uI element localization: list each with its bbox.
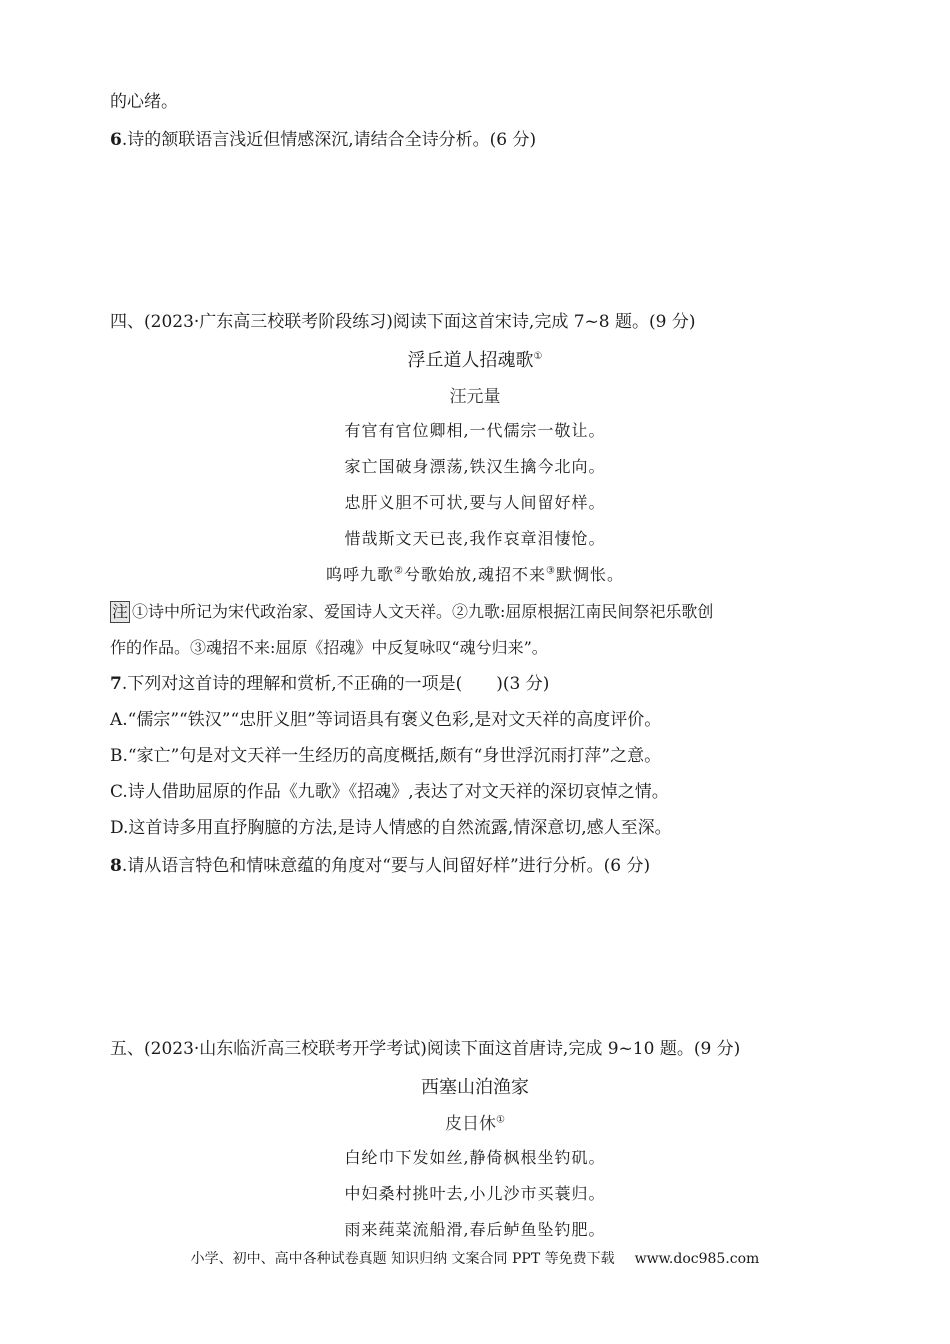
question-6 bbox=[110, 128, 536, 152]
section-4-heading: 四、(2023·广东高三校联考阶段练习)阅读下面这首宋诗,完成 7~8 题。(9 分) bbox=[110, 312, 696, 332]
question-7 bbox=[110, 672, 549, 696]
poem-4-line-2: 家亡国破身漂荡,铁汉生擒今北向。 bbox=[344, 457, 606, 476]
poem-4-line-1: 有官有官位卿相,一代儒宗一敬让。 bbox=[344, 421, 606, 440]
footer-text: 小学、初中、高中各种试卷真题 知识归纳 文案合同 PPT 等免费下载 bbox=[190, 1251, 615, 1267]
question-7-text-b: )(3 分) bbox=[496, 674, 550, 694]
poem-4-note-line-2: 作的作品。③魂招不来:屈原《招魂》中反复咏叹“魂兮归来”。 bbox=[110, 638, 548, 657]
poem-5-line-1: 白纶巾下发如丝,静倚枫根坐钓矶。 bbox=[344, 1148, 606, 1167]
poem-4-line-5-part-a: 呜呼九歌 bbox=[325, 565, 394, 584]
page-footer bbox=[0, 1248, 950, 1268]
poem-4-title bbox=[0, 346, 950, 372]
poem-5-title: 西塞山泊渔家 bbox=[421, 1077, 529, 1098]
poem-4-line-5 bbox=[0, 562, 950, 585]
footer-url-link[interactable]: www.doc985.com bbox=[634, 1251, 760, 1267]
option-a: A.“儒宗”“铁汉”“忠肝义胆”等词语具有褒义色彩,是对文天祥的高度评价。 bbox=[110, 710, 662, 730]
poem-5-author-footnote-mark: ① bbox=[496, 1114, 505, 1126]
question-6-text: .诗的颔联语言浅近但情感深沉,请结合全诗分析。(6 分) bbox=[121, 130, 537, 150]
poem-4-line-4: 惜哉斯文天已丧,我作哀章泪悽怆。 bbox=[344, 529, 606, 548]
poem-4-title-text: 浮丘道人招魂歌 bbox=[407, 350, 534, 371]
question-7-text-a: .下列对这首诗的理解和赏析,不正确的一项是( bbox=[121, 674, 463, 694]
poem-4-line-5-part-b: 兮歌始放,魂招不来 bbox=[403, 565, 547, 584]
option-d: D.这首诗多用直抒胸臆的方法,是诗人情感的自然流露,情深意切,感人至深。 bbox=[110, 818, 672, 838]
poem-4-line-5-part-c: 默惆怅。 bbox=[556, 565, 625, 584]
note-label-badge: 注 bbox=[112, 602, 129, 621]
question-8-text: .请从语言特色和情味意蕴的角度对“要与人间留好样”进行分析。(6 分) bbox=[121, 856, 651, 876]
footnote-mark-2: ② bbox=[393, 565, 404, 577]
question-7-number: 7 bbox=[110, 674, 122, 694]
poem-4-author: 汪元量 bbox=[449, 387, 501, 407]
question-6-number: 6 bbox=[110, 130, 122, 150]
poem-4-line-3: 忠肝义胆不可状,要与人间留好样。 bbox=[344, 493, 606, 512]
poem-5-author bbox=[0, 1109, 950, 1134]
question-8-number: 8 bbox=[110, 856, 122, 876]
poem-5-author-name: 皮日休 bbox=[445, 1114, 497, 1134]
option-b: B.“家亡”句是对文天祥一生经历的高度概括,颇有“身世浮沉雨打萍”之意。 bbox=[110, 746, 662, 766]
section-5-heading: 五、(2023·山东临沂高三校联考开学考试)阅读下面这首唐诗,完成 9~10 题。(9 分) bbox=[110, 1039, 741, 1059]
option-c: C.诗人借助屈原的作品《九歌》《招魂》,表达了对文天祥的深切哀悼之情。 bbox=[110, 782, 669, 802]
poem-5-line-2: 中妇桑村挑叶去,小儿沙市买蓑归。 bbox=[344, 1184, 606, 1203]
question-8 bbox=[110, 854, 650, 878]
poem-4-title-footnote-mark: ① bbox=[533, 351, 543, 362]
footnote-mark-3: ③ bbox=[546, 565, 557, 577]
note-text-1: ①诗中所记为宋代政治家、爱国诗人文天祥。②九歌:屈原根据江南民间祭祀乐歌创 bbox=[132, 602, 714, 621]
poem-4-note-line-1 bbox=[110, 600, 713, 624]
poem-5-line-3: 雨来莼菜流船滑,春后鲈鱼坠钓肥。 bbox=[344, 1220, 606, 1239]
paragraph-tail: 的心绪。 bbox=[110, 92, 178, 112]
